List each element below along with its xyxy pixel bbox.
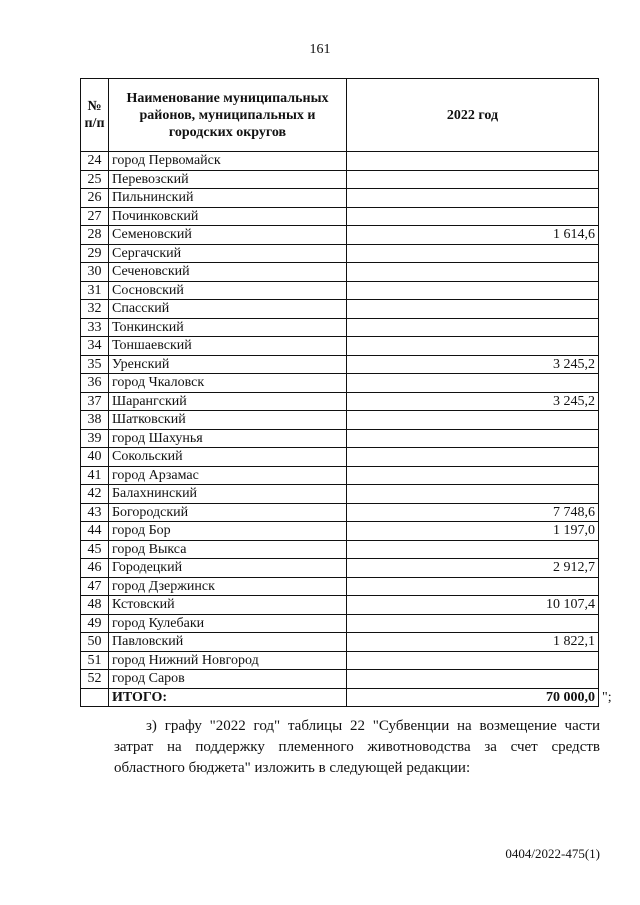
table-row bbox=[81, 189, 599, 208]
row-number: 34 bbox=[81, 337, 109, 356]
row-number: 31 bbox=[81, 281, 109, 300]
table-row bbox=[81, 152, 599, 171]
row-number: 36 bbox=[81, 374, 109, 393]
closing-quote: "; bbox=[602, 690, 612, 705]
row-number: 28 bbox=[81, 226, 109, 245]
row-value bbox=[347, 411, 599, 430]
table-row bbox=[81, 263, 599, 282]
table-row bbox=[81, 633, 599, 652]
table-row bbox=[81, 170, 599, 189]
row-district-name: город Шахунья bbox=[109, 429, 347, 448]
row-district-name: Тонкинский bbox=[109, 318, 347, 337]
row-district-name: Сеченовский bbox=[109, 263, 347, 282]
table-row bbox=[81, 503, 599, 522]
total-row bbox=[81, 688, 599, 707]
row-value bbox=[347, 485, 599, 504]
row-number: 39 bbox=[81, 429, 109, 448]
table-row bbox=[81, 411, 599, 430]
table-header-row bbox=[81, 79, 599, 152]
row-number: 25 bbox=[81, 170, 109, 189]
row-number: 50 bbox=[81, 633, 109, 652]
row-value bbox=[347, 540, 599, 559]
table-row bbox=[81, 244, 599, 263]
row-district-name: город Бор bbox=[109, 522, 347, 541]
table-row bbox=[81, 355, 599, 374]
row-district-name: Уренский bbox=[109, 355, 347, 374]
total-number-cell bbox=[81, 688, 109, 707]
row-value bbox=[347, 448, 599, 467]
row-district-name: Сокольский bbox=[109, 448, 347, 467]
row-value bbox=[347, 207, 599, 226]
table-row bbox=[81, 466, 599, 485]
row-district-name: город Кулебаки bbox=[109, 614, 347, 633]
row-number: 33 bbox=[81, 318, 109, 337]
row-value bbox=[347, 318, 599, 337]
document-code: 0404/2022-475(1) bbox=[505, 846, 600, 861]
table-row bbox=[81, 651, 599, 670]
row-district-name: город Саров bbox=[109, 670, 347, 689]
table-row bbox=[81, 226, 599, 245]
row-district-name: Семеновский bbox=[109, 226, 347, 245]
row-value: 7 748,6 bbox=[347, 503, 599, 522]
row-value bbox=[347, 670, 599, 689]
row-value bbox=[347, 189, 599, 208]
table-row bbox=[81, 614, 599, 633]
row-value bbox=[347, 337, 599, 356]
row-number: 49 bbox=[81, 614, 109, 633]
row-number: 32 bbox=[81, 300, 109, 319]
table-row bbox=[81, 429, 599, 448]
row-value: 3 245,2 bbox=[347, 392, 599, 411]
header-number: № п/п bbox=[81, 79, 109, 152]
row-number: 40 bbox=[81, 448, 109, 467]
row-value bbox=[347, 577, 599, 596]
row-value bbox=[347, 466, 599, 485]
table-row bbox=[81, 300, 599, 319]
row-district-name: Пильнинский bbox=[109, 189, 347, 208]
row-number: 43 bbox=[81, 503, 109, 522]
row-district-name: Кстовский bbox=[109, 596, 347, 615]
row-number: 29 bbox=[81, 244, 109, 263]
row-district-name: город Арзамас bbox=[109, 466, 347, 485]
row-value: 2 912,7 bbox=[347, 559, 599, 578]
row-value bbox=[347, 281, 599, 300]
row-value: 10 107,4 bbox=[347, 596, 599, 615]
row-number: 38 bbox=[81, 411, 109, 430]
row-value: 1 822,1 bbox=[347, 633, 599, 652]
row-value bbox=[347, 651, 599, 670]
table-row bbox=[81, 281, 599, 300]
row-district-name: Починковский bbox=[109, 207, 347, 226]
row-district-name: город Чкаловск bbox=[109, 374, 347, 393]
row-value: 1 197,0 bbox=[347, 522, 599, 541]
row-district-name: Шарангский bbox=[109, 392, 347, 411]
subsidy-table bbox=[80, 78, 599, 707]
row-district-name: город Нижний Новгород bbox=[109, 651, 347, 670]
row-value bbox=[347, 300, 599, 319]
header-name: Наименование муниципальных районов, муниципальных и городских округов bbox=[109, 79, 347, 152]
row-district-name: Павловский bbox=[109, 633, 347, 652]
row-district-name: Балахнинский bbox=[109, 485, 347, 504]
table-row bbox=[81, 522, 599, 541]
row-district-name: город Дзержинск bbox=[109, 577, 347, 596]
row-district-name: город Первомайск bbox=[109, 152, 347, 171]
row-value: 3 245,2 bbox=[347, 355, 599, 374]
row-district-name: город Выкса bbox=[109, 540, 347, 559]
table-row bbox=[81, 670, 599, 689]
row-number: 42 bbox=[81, 485, 109, 504]
page-number: 161 bbox=[309, 42, 331, 57]
row-number: 45 bbox=[81, 540, 109, 559]
paragraph-first-line: з) графу "2022 год" таблицы 22 "Субвенции на возмещение части bbox=[146, 718, 600, 734]
row-district-name: Перевозский bbox=[109, 170, 347, 189]
total-label: ИТОГО: bbox=[109, 688, 347, 707]
table-row bbox=[81, 448, 599, 467]
row-value: 1 614,6 bbox=[347, 226, 599, 245]
row-number: 24 bbox=[81, 152, 109, 171]
table-row bbox=[81, 577, 599, 596]
row-value bbox=[347, 152, 599, 171]
row-number: 27 bbox=[81, 207, 109, 226]
row-district-name: Сосновский bbox=[109, 281, 347, 300]
row-number: 41 bbox=[81, 466, 109, 485]
row-number: 35 bbox=[81, 355, 109, 374]
row-number: 37 bbox=[81, 392, 109, 411]
table-row bbox=[81, 596, 599, 615]
row-number: 44 bbox=[81, 522, 109, 541]
row-number: 51 bbox=[81, 651, 109, 670]
table-row bbox=[81, 207, 599, 226]
row-number: 26 bbox=[81, 189, 109, 208]
table-row bbox=[81, 540, 599, 559]
header-year: 2022 год bbox=[347, 79, 599, 152]
paragraph-continuation: затрат на поддержку племенного животноводства за счет средств областного бюджета" изложить в следующей редакции: bbox=[114, 739, 600, 776]
row-district-name: Богородский bbox=[109, 503, 347, 522]
table-row bbox=[81, 318, 599, 337]
table-body bbox=[81, 152, 599, 707]
row-number: 46 bbox=[81, 559, 109, 578]
row-district-name: Сергачский bbox=[109, 244, 347, 263]
amendment-paragraph bbox=[114, 716, 600, 779]
row-district-name: Шатковский bbox=[109, 411, 347, 430]
row-district-name: Городецкий bbox=[109, 559, 347, 578]
row-value bbox=[347, 263, 599, 282]
row-value bbox=[347, 244, 599, 263]
table-row bbox=[81, 392, 599, 411]
row-number: 47 bbox=[81, 577, 109, 596]
row-value bbox=[347, 170, 599, 189]
table-row bbox=[81, 485, 599, 504]
row-number: 30 bbox=[81, 263, 109, 282]
table-row bbox=[81, 559, 599, 578]
row-number: 52 bbox=[81, 670, 109, 689]
row-value bbox=[347, 429, 599, 448]
table-row bbox=[81, 337, 599, 356]
row-value bbox=[347, 374, 599, 393]
row-district-name: Тоншаевский bbox=[109, 337, 347, 356]
row-number: 48 bbox=[81, 596, 109, 615]
row-district-name: Спасский bbox=[109, 300, 347, 319]
row-value bbox=[347, 614, 599, 633]
table-row bbox=[81, 374, 599, 393]
total-value: 70 000,0 bbox=[347, 688, 599, 707]
